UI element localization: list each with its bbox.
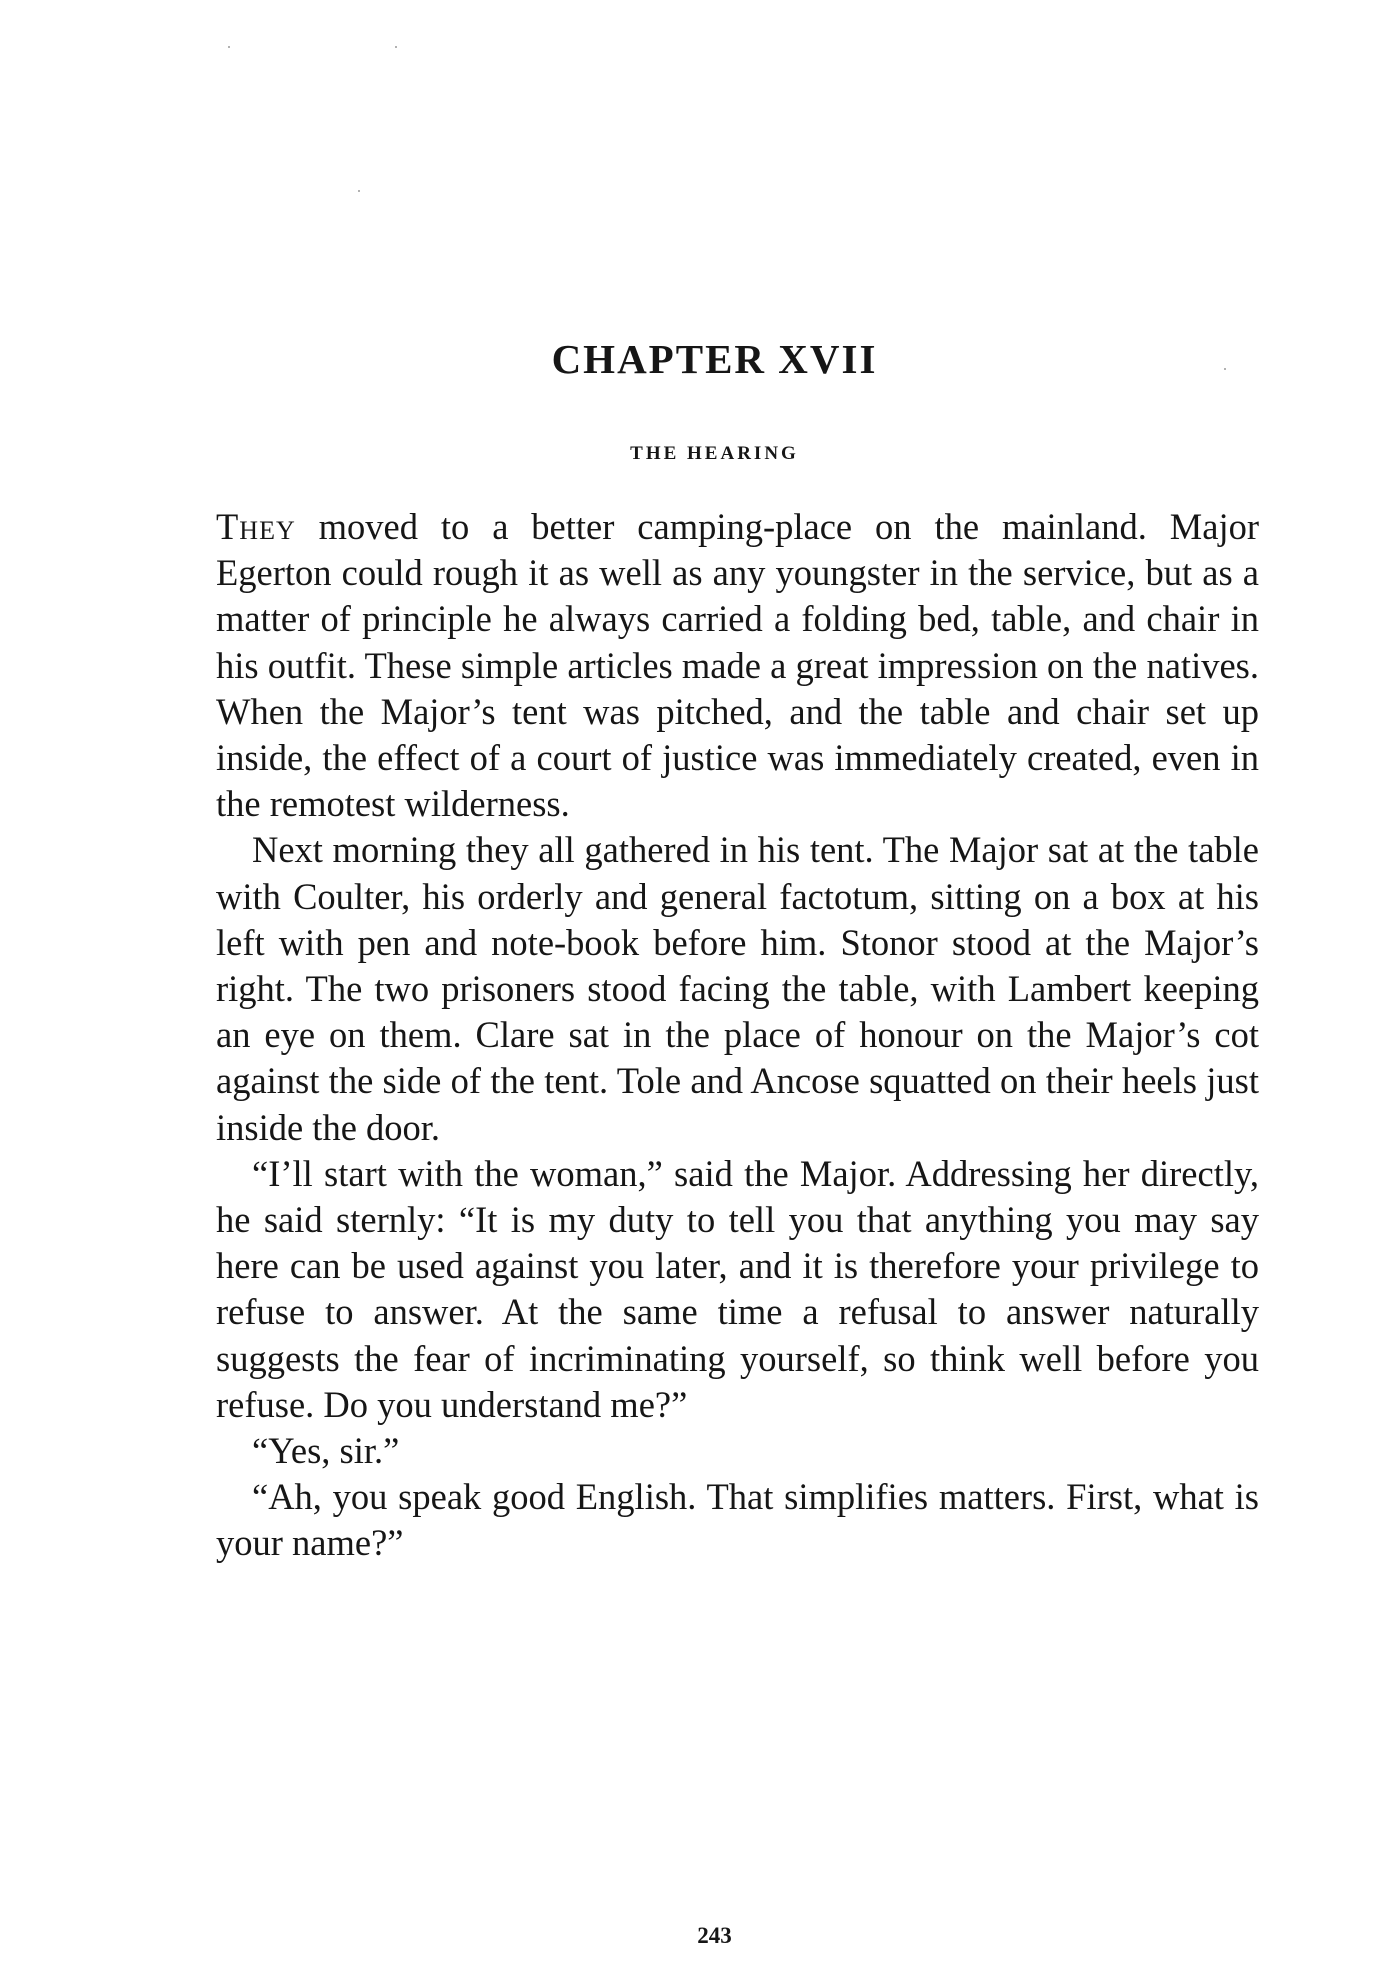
paragraph: “I’ll start with the woman,” said the Major. Addressing her directly, he said sternly: “It is my duty to tell you that anything you may say here can be used against you later, and it is therefore your privilege to refuse to answer. At the same time a refusal to answer naturally suggests the fear of incriminating yourself, so think well before you refuse. Do you understand me?”: [216, 1152, 1259, 1425]
paragraph-lead-word: They: [216, 506, 296, 547]
paragraph-text: moved to a better camping-place on the mainland. Major Egerton could rough it as well as any youngster in the service, but as a matter of principle he always carried a folding bed, table, and chair in his outfit. These simple articles made a great impression on the natives. When the Major’s tent was pitched, and the table and chair set up inside, the effect of a court of justice was immediately created, even in the remotest wilderness.: [216, 506, 1259, 825]
paragraph: “Ah, you speak good English. That simplifies matters. First, what is your name?”: [216, 1476, 1259, 1564]
page-number: 243: [697, 1923, 732, 1948]
chapter-title: CHAPTER XVII: [551, 336, 878, 383]
paragraph: Next morning they all gathered in his tent. The Major sat at the table with Coulter, his orderly and general factotum, sitting on a box at his left with pen and note-book before him. Stonor stood at the Major’s right. The two prisoners stood facing the table, with Lambert keeping an eye on them. Clare sat in the place of honour on the Major’s cot against the side of the tent. Tole and Ancose squatted on their heels just inside the door.: [216, 829, 1259, 1148]
page-speck: [228, 46, 230, 48]
chapter-subtitle: THE HEARING: [630, 442, 799, 464]
body-text: [216, 504, 1259, 1567]
paragraph: [216, 504, 1259, 827]
page-speck: [395, 46, 397, 48]
paragraph: “Yes, sir.”: [252, 1430, 400, 1472]
page-speck: [358, 190, 360, 192]
